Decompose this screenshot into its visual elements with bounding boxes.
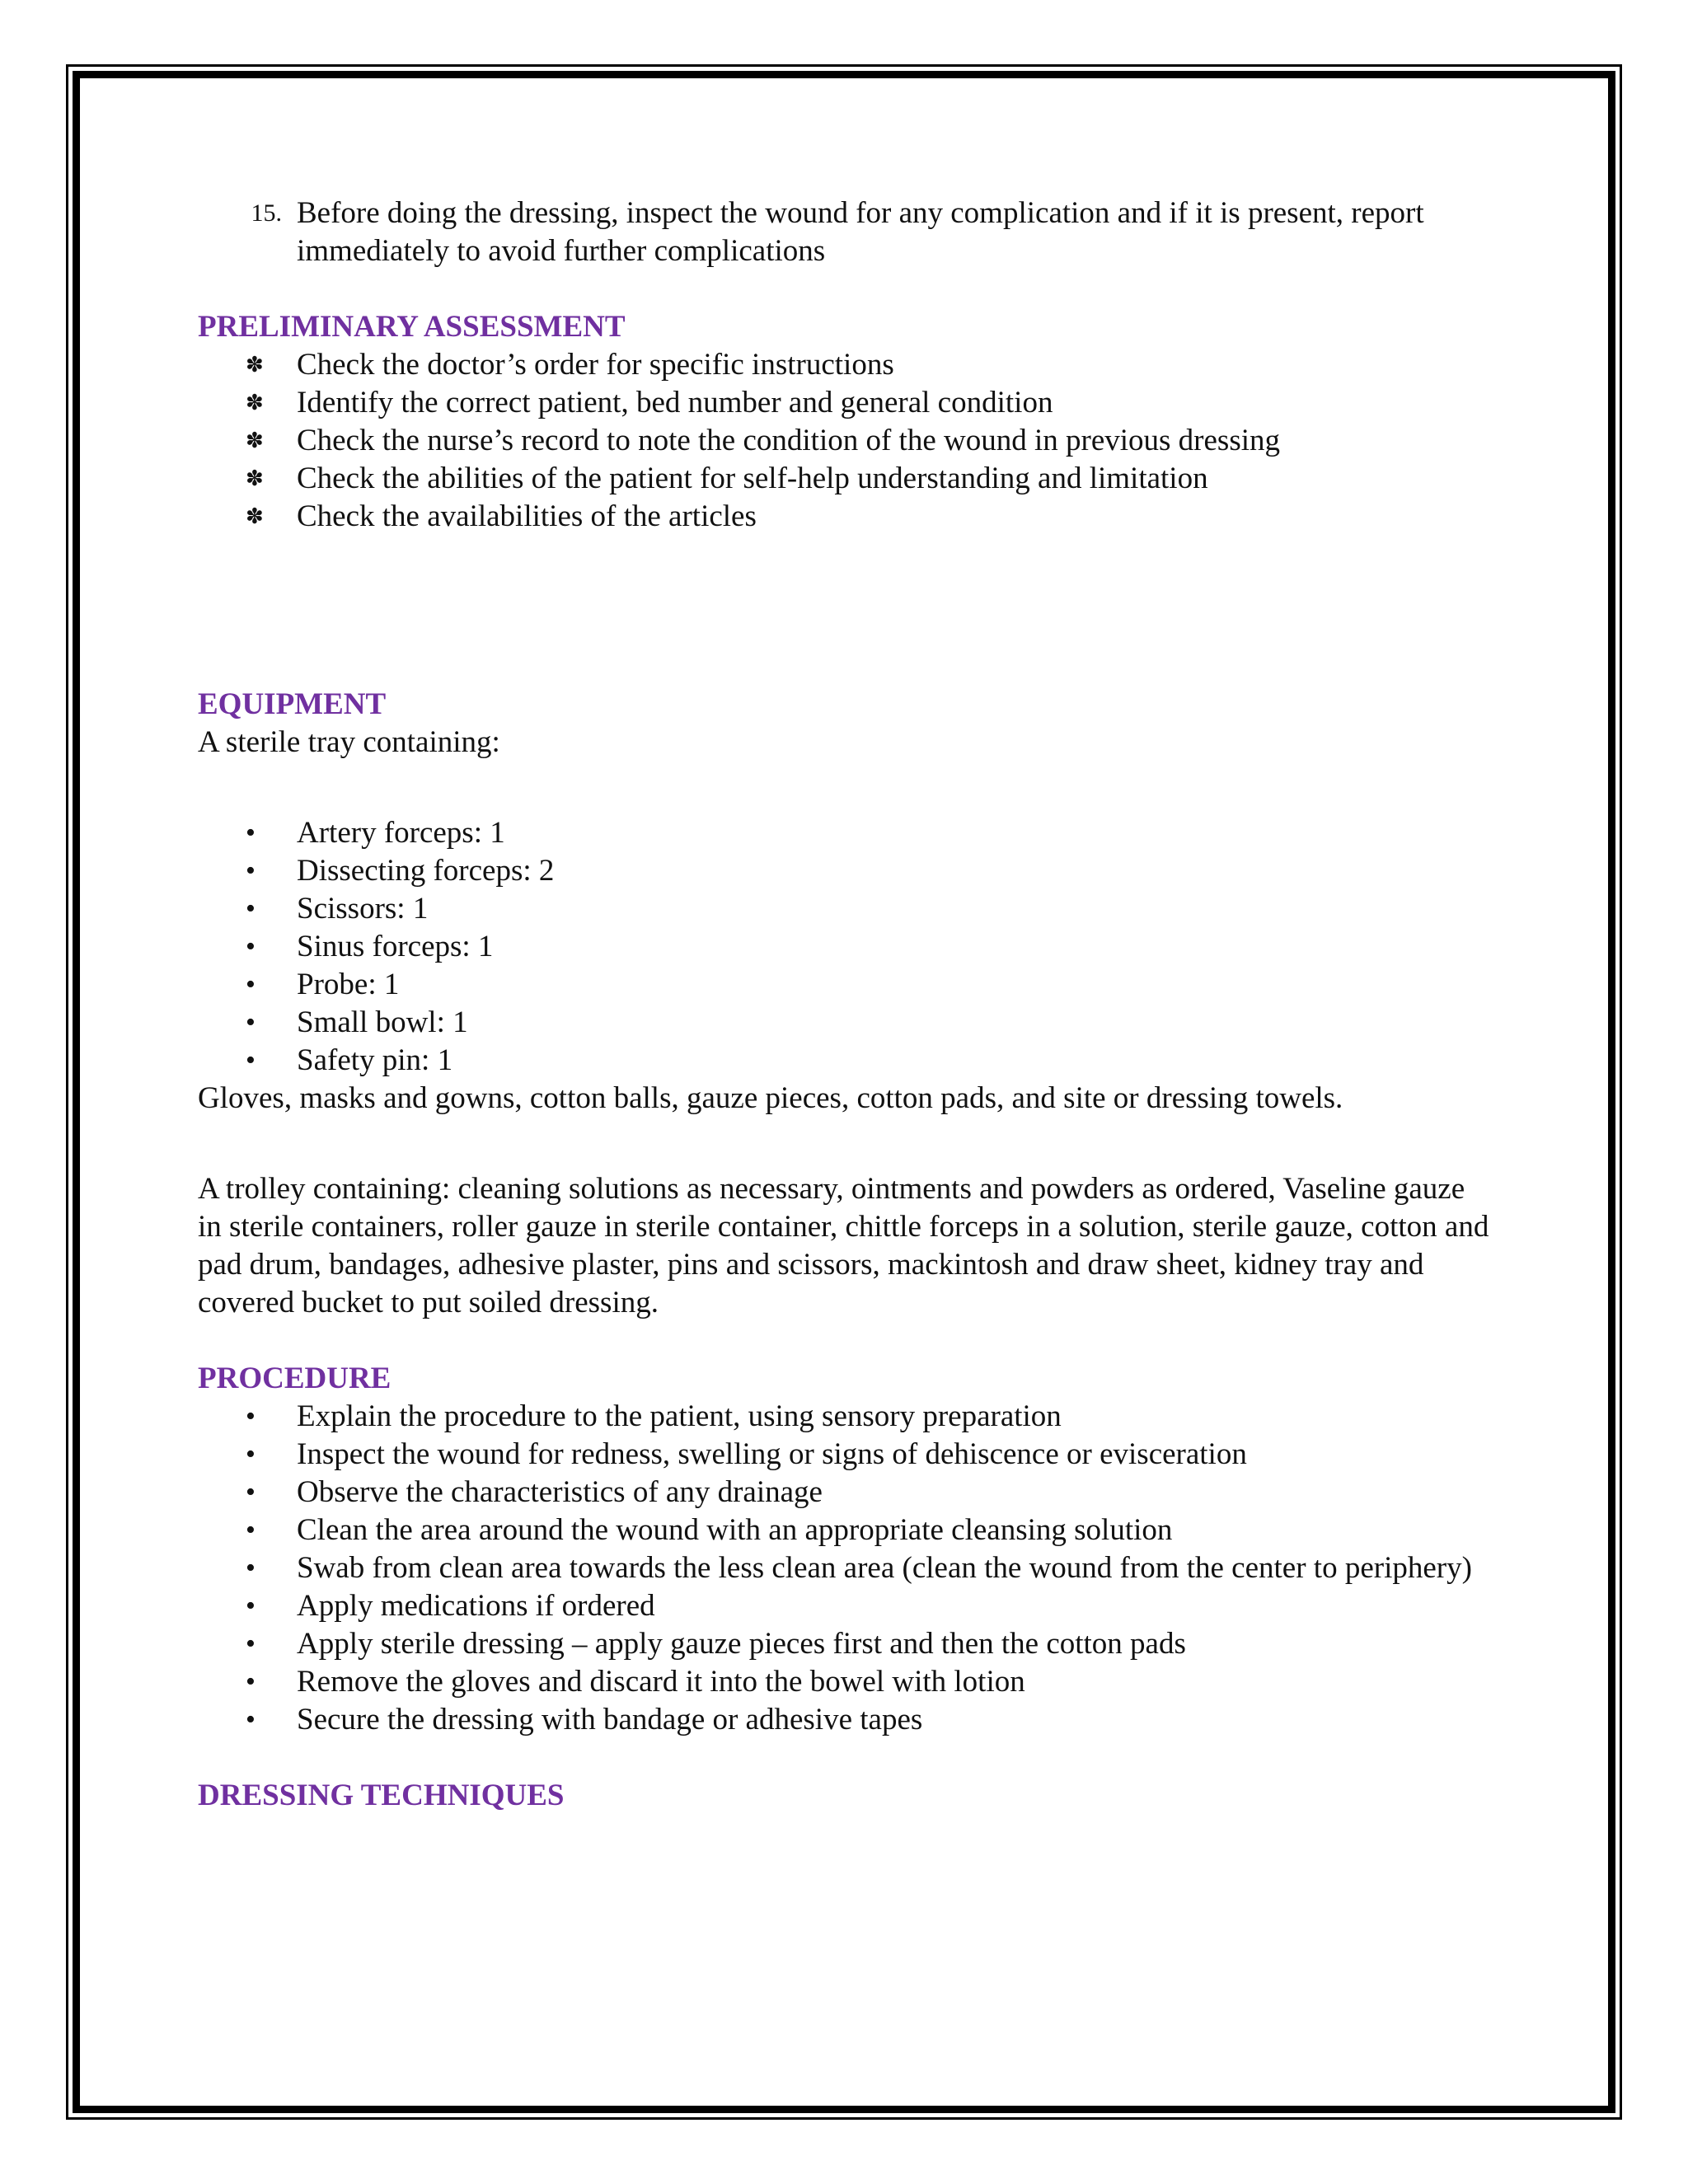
bullet-icon: • — [246, 855, 256, 886]
heading-procedure: PROCEDURE — [198, 1361, 392, 1395]
heading-dressing-techniques: DRESSING TECHNIQUES — [198, 1779, 565, 1812]
bullet-icon: • — [246, 818, 256, 848]
list-item: ✽ Check the availabilities of the articles — [198, 498, 1492, 536]
bullet-icon: • — [246, 1591, 256, 1621]
list-item: ✽ Check the doctor’s order for specific instructions — [198, 346, 1492, 384]
list-item: • Probe: 1 — [198, 966, 1492, 1004]
equipment-gloves-line: Gloves, masks and gowns, cotton balls, gauze pieces, cotton pads, and site or dressing towels. — [198, 1081, 1343, 1115]
list-item: • Inspect the wound for redness, swelling or signs of dehiscence or evisceration — [198, 1436, 1492, 1474]
item-number: 15. — [251, 199, 282, 227]
flower-bullet-icon: ✽ — [246, 504, 264, 528]
equipment-intro: A sterile tray containing: — [198, 725, 500, 759]
bullet-icon: • — [246, 1401, 256, 1432]
list-item: • Explain the procedure to the patient, using sensory preparation — [198, 1398, 1492, 1436]
bullet-icon: • — [246, 893, 256, 924]
flower-bullet-icon: ✽ — [246, 466, 264, 490]
list-item: ✽ Check the nurse’s record to note the condition of the wound in previous dressing — [198, 422, 1492, 460]
list-item: • Safety pin: 1 — [198, 1042, 1492, 1080]
list-item: ✽ Check the abilities of the patient for self-help understanding and limitation — [198, 460, 1492, 498]
list-item: • Scissors: 1 — [198, 890, 1492, 928]
bullet-icon: • — [246, 1704, 256, 1735]
list-item: • Sinus forceps: 1 — [198, 928, 1492, 966]
list-item: • Clean the area around the wound with an appropriate cleansing solution — [198, 1511, 1492, 1549]
preliminary-assessment-list — [198, 346, 1492, 536]
bullet-icon: • — [246, 1007, 256, 1038]
list-item: • Remove the gloves and discard it into the bowel with lotion — [198, 1663, 1492, 1701]
list-item: • Small bowl: 1 — [198, 1004, 1492, 1042]
bullet-icon: • — [246, 1629, 256, 1659]
flower-bullet-icon: ✽ — [246, 353, 264, 377]
equipment-list — [198, 814, 1492, 1080]
procedure-list — [198, 1398, 1492, 1739]
bullet-icon: • — [246, 1666, 256, 1697]
list-item: • Observe the characteristics of any drainage — [198, 1474, 1492, 1511]
list-item: • Secure the dressing with bandage or adhesive tapes — [198, 1701, 1492, 1739]
list-item: • Dissecting forceps: 2 — [198, 852, 1492, 890]
equipment-trolley-paragraph: A trolley containing: cleaning solutions as necessary, ointments and powders as ordered, Vaseline gauze in sterile containers, roller gauze in sterile container, chittle forceps in a solution, sterile gauze, cotton and pad drum, bandages, adhesive plaster, pins and scissors, mackintosh and draw sheet, kidney tray and covered bucket to put soiled dressing. — [198, 1172, 1489, 1319]
bullet-icon: • — [246, 931, 256, 962]
list-item: • Artery forceps: 1 — [198, 814, 1492, 852]
heading-preliminary-assessment: PRELIMINARY ASSESSMENT — [198, 310, 626, 344]
bullet-icon: • — [246, 1477, 256, 1507]
list-item: ✽ Identify the correct patient, bed number and general condition — [198, 384, 1492, 422]
numbered-item-15 — [198, 194, 1492, 270]
list-item: • Apply sterile dressing – apply gauze pieces first and then the cotton pads — [198, 1625, 1492, 1663]
bullet-icon: • — [246, 1553, 256, 1583]
item-text: Before doing the dressing, inspect the wound for any complication and if it is present, report immediately to avoid further complications — [297, 196, 1424, 268]
flower-bullet-icon: ✽ — [246, 429, 264, 452]
list-item: • Apply medications if ordered — [198, 1587, 1492, 1625]
bullet-icon: • — [246, 1515, 256, 1545]
flower-bullet-icon: ✽ — [246, 391, 264, 415]
bullet-icon: • — [246, 969, 256, 1000]
document-body — [198, 194, 1492, 1815]
bullet-icon: • — [246, 1439, 256, 1469]
list-item: • Swab from clean area towards the less clean area (clean the wound from the center to periphery) — [198, 1549, 1492, 1587]
heading-equipment: EQUIPMENT — [198, 687, 387, 721]
bullet-icon: • — [246, 1045, 256, 1076]
